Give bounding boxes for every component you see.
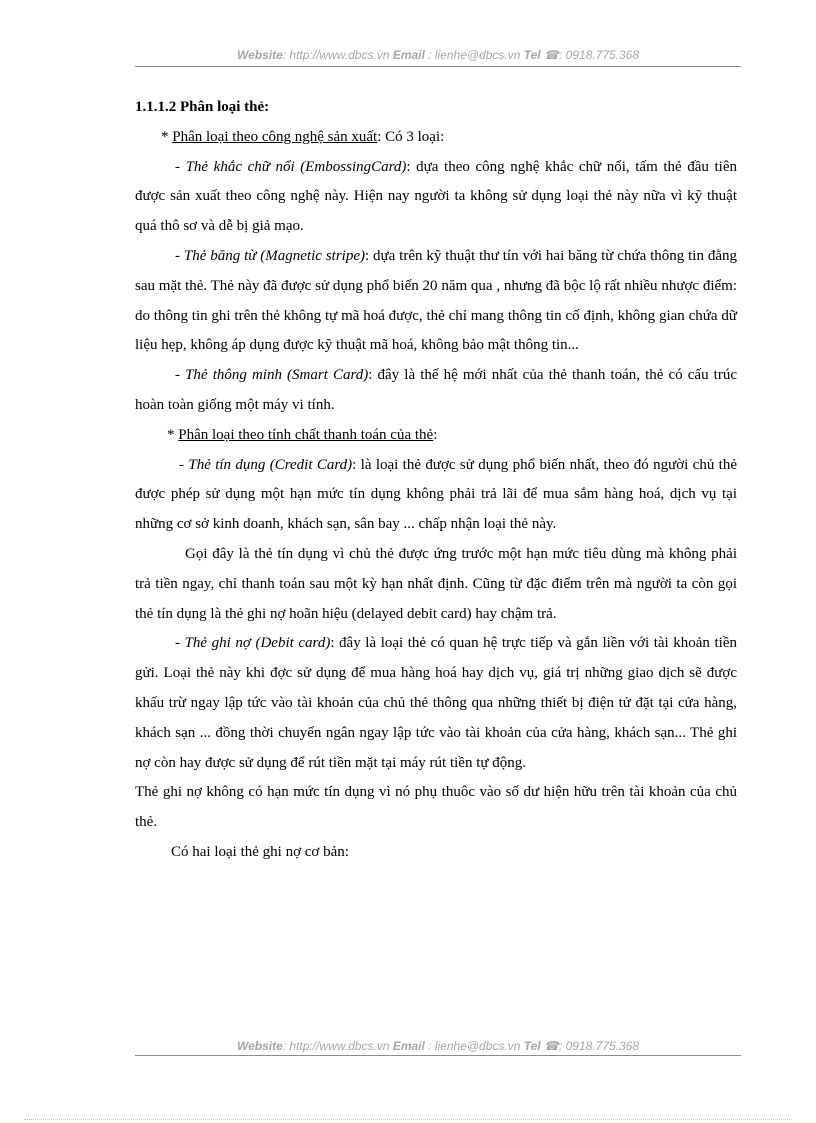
paragraph-credit (135, 451, 737, 540)
footer-email-link[interactable]: : lienhe@dbcs.vn (428, 1039, 521, 1053)
bullet-star: * (161, 128, 173, 145)
paragraph-smart (135, 361, 737, 421)
paragraph-tech-classification (135, 123, 737, 153)
term-magnetic: - Thẻ băng từ (Magnetic stripe) (175, 247, 365, 264)
term-credit: - Thẻ tín dụng (Credit Card) (179, 456, 353, 473)
header-website-label: Website (236, 48, 283, 62)
paragraph-credit-detail: Gọi đây là thẻ tín dụng vì chủ thẻ được ứng trước một hạn mức tiêu dùng mà không phải trả tiền ngay, chỉ thanh toán sau một kỳ hạn nhất định. Cũng từ đặc điểm trên mà người ta còn gọi thẻ tín dụng là thẻ ghi nợ hoãn hiệu (delayed debit card) hay chậm trả. (135, 545, 737, 622)
footer-email-label: Email (392, 1039, 425, 1053)
text-emboss: : dựa theo công nghệ khắc chữ nổi, tấm thẻ đầu tiên được sản xuất theo công nghệ này. Hiện nay người ta không sử dụng loại thẻ này nữa vì kỹ thuật quá thô sơ và dễ bị giả mạo. (135, 158, 737, 235)
header-email-label: Email (392, 48, 425, 62)
term-smart: - Thẻ thông minh (Smart Card) (175, 367, 369, 384)
footer-tel-label: Tel (523, 1039, 541, 1053)
text-credit: : là loại thẻ được sử dụng phổ biến nhất, theo đó người chủ thẻ được phép sử dụng một hạn mức tín dụng không phải trả lãi để mua sắm hàng hoá, dịch vụ tại những cơ sở kinh doanh, khách sạn, sân bay ... chấp nhận loại thẻ này. (135, 456, 737, 533)
paragraph-debit (135, 629, 737, 778)
footer-website-label: Website (236, 1039, 283, 1053)
text-smart: : đây là thế hệ mới nhất của thẻ thanh toán, thẻ có cấu trúc hoàn toàn giống một máy vi tính. (135, 367, 737, 413)
paragraph-magnetic (135, 242, 737, 361)
document-body (135, 93, 737, 868)
paragraph-debit-limit: Thẻ ghi nợ không có hạn mức tín dụng vì nó phụ thuôc vào số dư hiện hữu trên tài khoản của chủ thẻ. (135, 784, 737, 831)
term-emboss: - Thẻ khắc chữ nổi (EmbossingCard) (175, 158, 407, 175)
subheading-payment-rest: : (433, 426, 438, 443)
paragraph-pay-classification (135, 421, 737, 451)
page-header (135, 48, 741, 62)
header-tel-label: Tel (523, 48, 541, 62)
term-debit: - Thẻ ghi nợ (Debit card) (175, 635, 331, 652)
page-edge (24, 1119, 792, 1120)
subheading-payment: Phân loại theo tính chất thanh toán của thẻ (178, 426, 434, 443)
page-footer (135, 1039, 741, 1053)
paragraph-emboss (135, 153, 737, 242)
footer-website-link[interactable]: : http://www.dbcs.vn (282, 1039, 390, 1053)
bullet-star: * (167, 426, 179, 443)
footer-divider (135, 1055, 741, 1056)
header-website-link[interactable]: : http://www.dbcs.vn (282, 48, 390, 62)
header-email-link[interactable]: : lienhe@dbcs.vn (428, 48, 521, 62)
footer-tel-value: : 0918.775.368 (558, 1039, 640, 1053)
subheading-tech-rest: : Có 3 loại: (377, 128, 445, 145)
subheading-tech: Phân loại theo công nghệ sản xuất (172, 128, 378, 145)
text-magnetic: : dựa trên kỹ thuật thư tín với hai băng từ chứa thông tin đằng sau mặt thẻ. Thẻ này đã được sử dụng phổ biến 20 năm qua , nhưng đã bộc lộ rất nhiều nhược điểm: do thông tin ghi trên thẻ không tự mã hoá được, thẻ chỉ mang thông tin cố định, không gian chứa dữ liệu hẹp, không áp dụng được kỹ thuật mã hoá, không bảo mật thông tin... (135, 247, 737, 354)
phone-icon: ☎ (544, 1039, 559, 1053)
header-tel-value: : 0918.775.368 (558, 48, 640, 62)
phone-icon: ☎ (544, 48, 559, 62)
section-heading: 1.1.1.2 Phân loại thẻ: (135, 99, 270, 115)
text-debit: : đây là loại thẻ có quan hệ trực tiếp và gắn liền với tài khoản tiền gửi. Loại thẻ này khi đợc sử dụng để mua hàng hoá hay dịch vụ, giá trị những giao dịch sẽ được khấu trừ ngay lập tức vào tài khoản của chủ thẻ thông qua những thiết bị điện tử đặt tại cửa hàng, khách sạn ... đồng thời chuyển ngân ngay lập tức vào tài khoản của cửa hàng, khách sạn... Thẻ ghi nợ còn hay được sử dụng để rút tiền mặt tại máy rút tiền tự động. (135, 635, 737, 771)
header-divider (135, 66, 741, 67)
paragraph-debit-types: Có hai loại thẻ ghi nợ cơ bản: (171, 843, 349, 860)
